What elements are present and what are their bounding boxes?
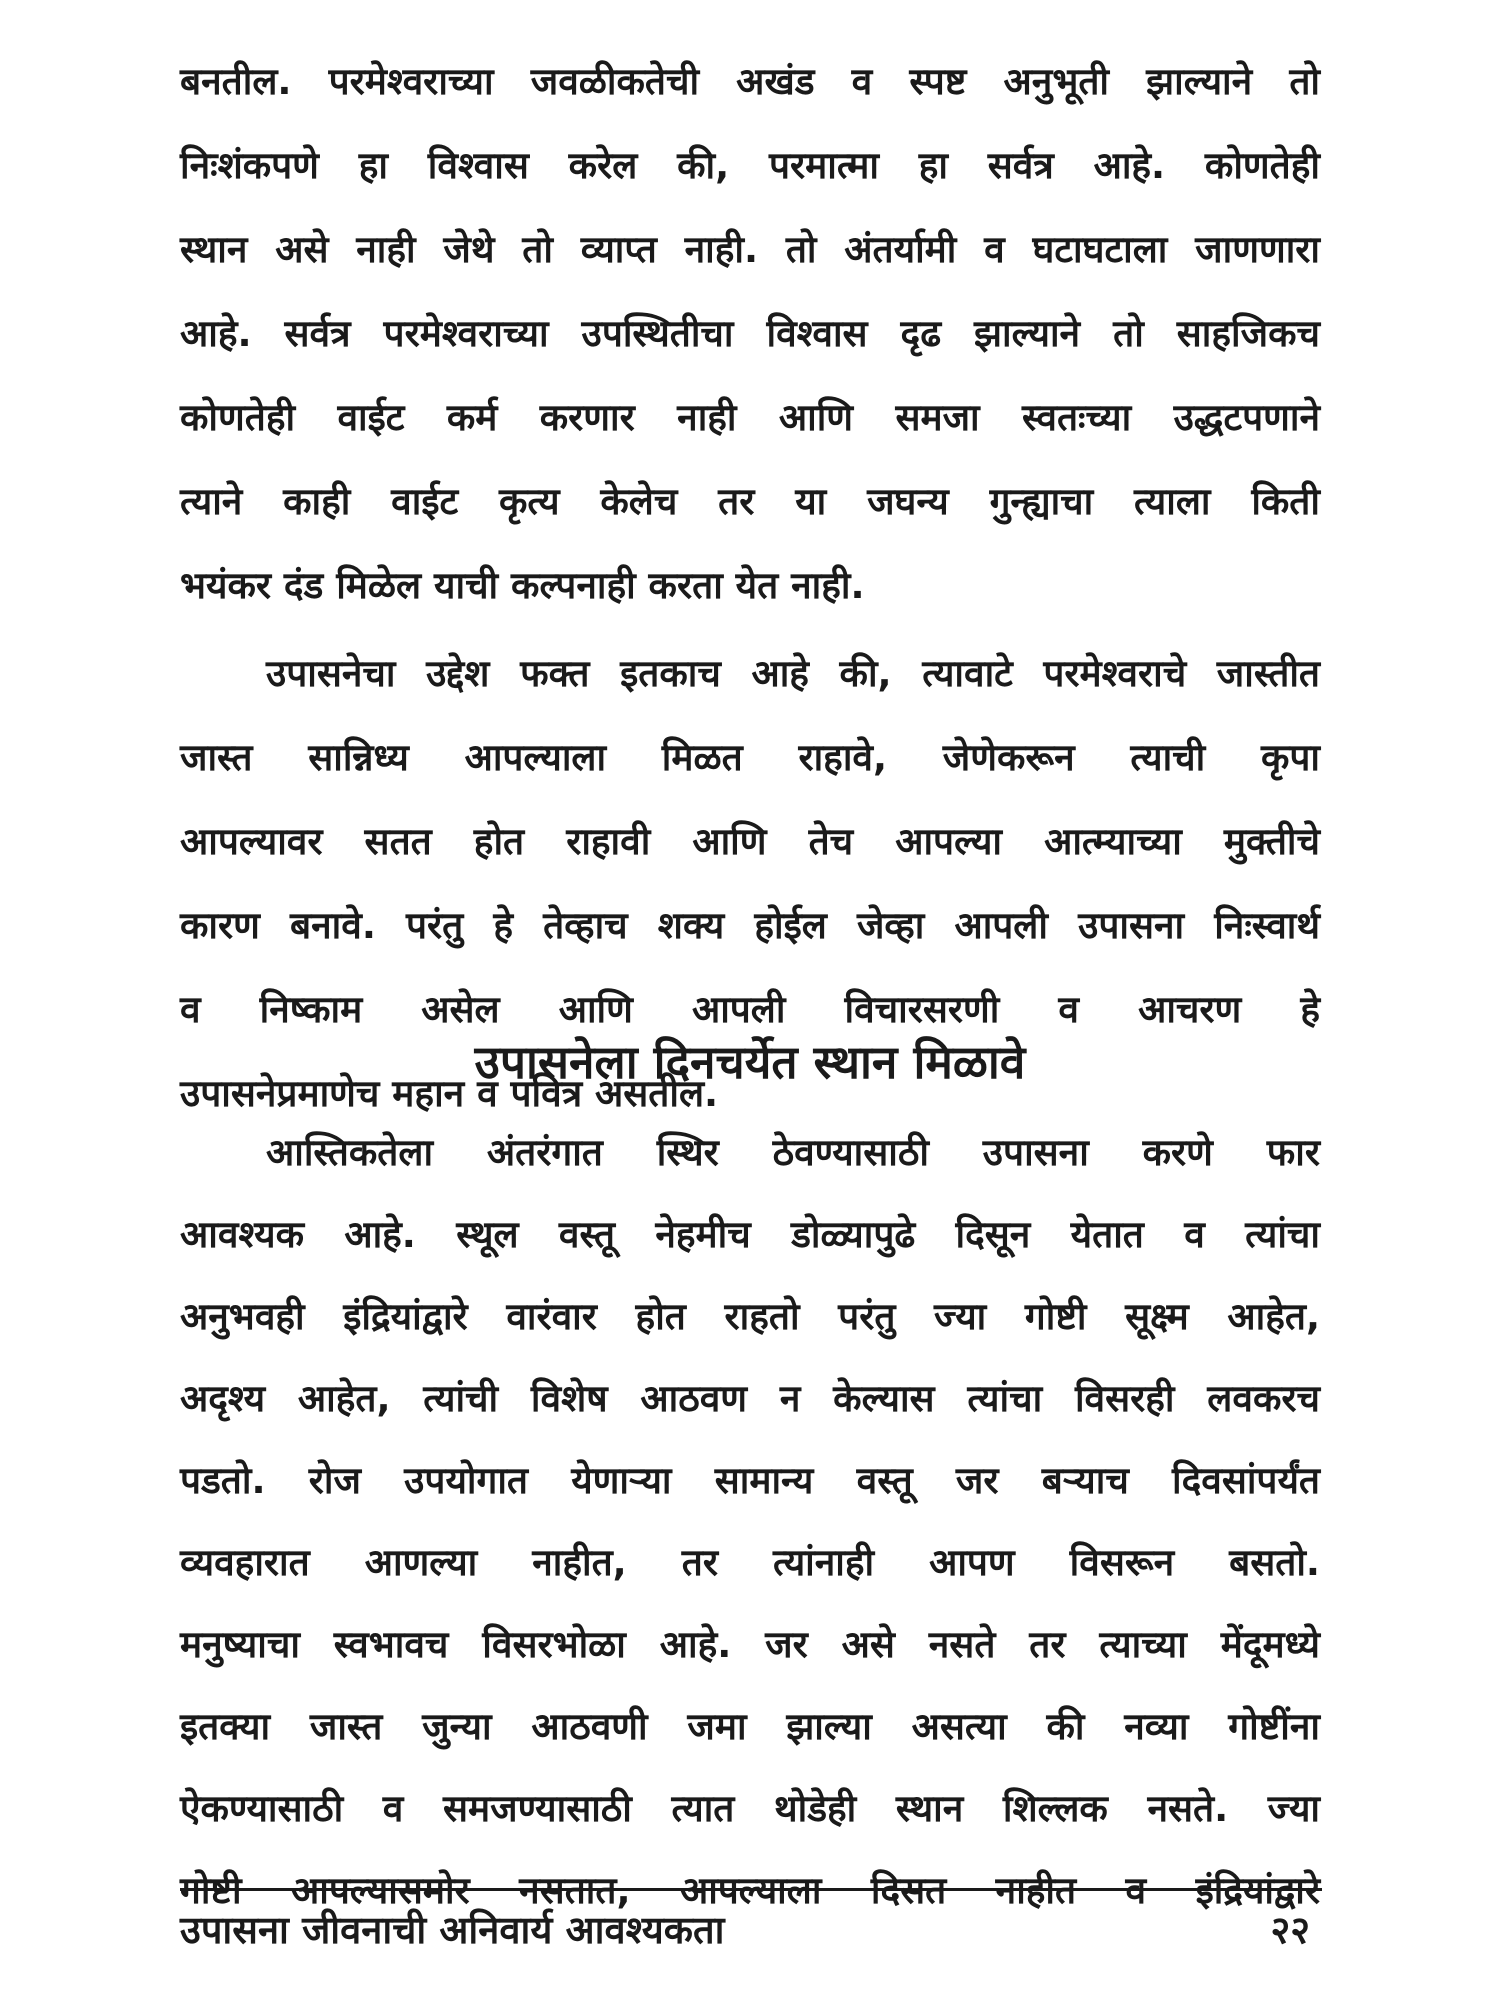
text-line: त्याने काही वाईट कृत्य केलेच तर या जघन्य गुन्ह्याचा त्याला किती xyxy=(180,480,1320,523)
text-line: उपासनेचा उद्देश फक्त इतकाच आहे की, त्यावाटे परमेश्वराचे जास्तीत xyxy=(266,652,1320,695)
text-line: इतक्या जास्त जुन्या आठवणी जमा झाल्या असत्या की नव्या गोष्टींना xyxy=(180,1705,1320,1748)
text-line: आस्तिकतेला अंतरंगात स्थिर ठेवण्यासाठी उपासना करणे फार xyxy=(266,1131,1320,1174)
paragraph-1 xyxy=(180,40,1320,628)
text-line: उपासनेप्रमाणेच महान व पवित्र असतील. xyxy=(180,1072,719,1115)
text-line: स्थान असे नाही जेथे तो व्याप्त नाही. तो अंतर्यामी व घटाघटाला जाणणारा xyxy=(180,228,1320,271)
section-paragraph xyxy=(180,1112,1320,1932)
text-line: अदृश्य आहेत, त्यांची विशेष आठवण न केल्यास त्यांचा विसरही लवकरच xyxy=(180,1377,1320,1420)
footer-book-title: उपासना जीवनाची अनिवार्य आवश्यकता xyxy=(180,1908,725,1952)
section-heading: उपासनेला दिनचर्येत स्थान मिळावे xyxy=(474,1035,1026,1089)
page-body xyxy=(180,40,1320,1136)
text-line: निःशंकपणे हा विश्वास करेल की, परमात्मा हा सर्वत्र आहे. कोणतेही xyxy=(180,144,1320,187)
text-line: गोष्टी आपल्यासमोर नसतात, आपल्याला दिसत नाहीत व इंद्रियांद्वारे xyxy=(180,1869,1320,1912)
text-line: अनुभवही इंद्रियांद्वारे वारंवार होत राहतो परंतु ज्या गोष्टी सूक्ष्म आहेत, xyxy=(180,1295,1320,1338)
text-line: कारण बनावे. परंतु हे तेव्हाच शक्य होईल जेव्हा आपली उपासना निःस्वार्थ xyxy=(180,904,1320,947)
page-number: २२ xyxy=(1270,1908,1310,1952)
text-line: बनतील. परमेश्वराच्या जवळीकतेची अखंड व स्पष्ट अनुभूती झाल्याने तो xyxy=(180,60,1320,103)
text-line: आवश्यक आहे. स्थूल वस्तू नेहमीच डोळ्यापुढे दिसून येतात व त्यांचा xyxy=(180,1213,1320,1256)
text-line: कोणतेही वाईट कर्म करणार नाही आणि समजा स्वतःच्या उद्धटपणाने xyxy=(180,396,1320,439)
text-line: पडतो. रोज उपयोगात येणाऱ्या सामान्य वस्तू जर बऱ्याच दिवसांपर्यंत xyxy=(180,1459,1320,1502)
text-line: ऐकण्यासाठी व समजण्यासाठी त्यात थोडेही स्थान शिल्लक नसते. ज्या xyxy=(180,1787,1320,1830)
text-line: आहे. सर्वत्र परमेश्वराच्या उपस्थितीचा विश्वास दृढ झाल्याने तो साहजिकच xyxy=(180,312,1320,355)
text-line: व निष्काम असेल आणि आपली विचारसरणी व आचरण हे xyxy=(180,988,1320,1031)
text-line: व्यवहारात आणल्या नाहीत, तर त्यांनाही आपण विसरून बसतो. xyxy=(180,1541,1320,1584)
footer-divider xyxy=(180,1888,1322,1891)
text-line: जास्त सान्निध्य आपल्याला मिळत राहावे, जेणेकरून त्याची कृपा xyxy=(180,736,1320,779)
text-line: आपल्यावर सतत होत राहावी आणि तेच आपल्या आत्म्याच्या मुक्तीचे xyxy=(180,820,1320,863)
text-line: भयंकर दंड मिळेल याची कल्पनाही करता येत नाही. xyxy=(180,564,865,607)
text-line: मनुष्याचा स्वभावच विसरभोळा आहे. जर असे नसते तर त्याच्या मेंदूमध्ये xyxy=(180,1623,1320,1666)
